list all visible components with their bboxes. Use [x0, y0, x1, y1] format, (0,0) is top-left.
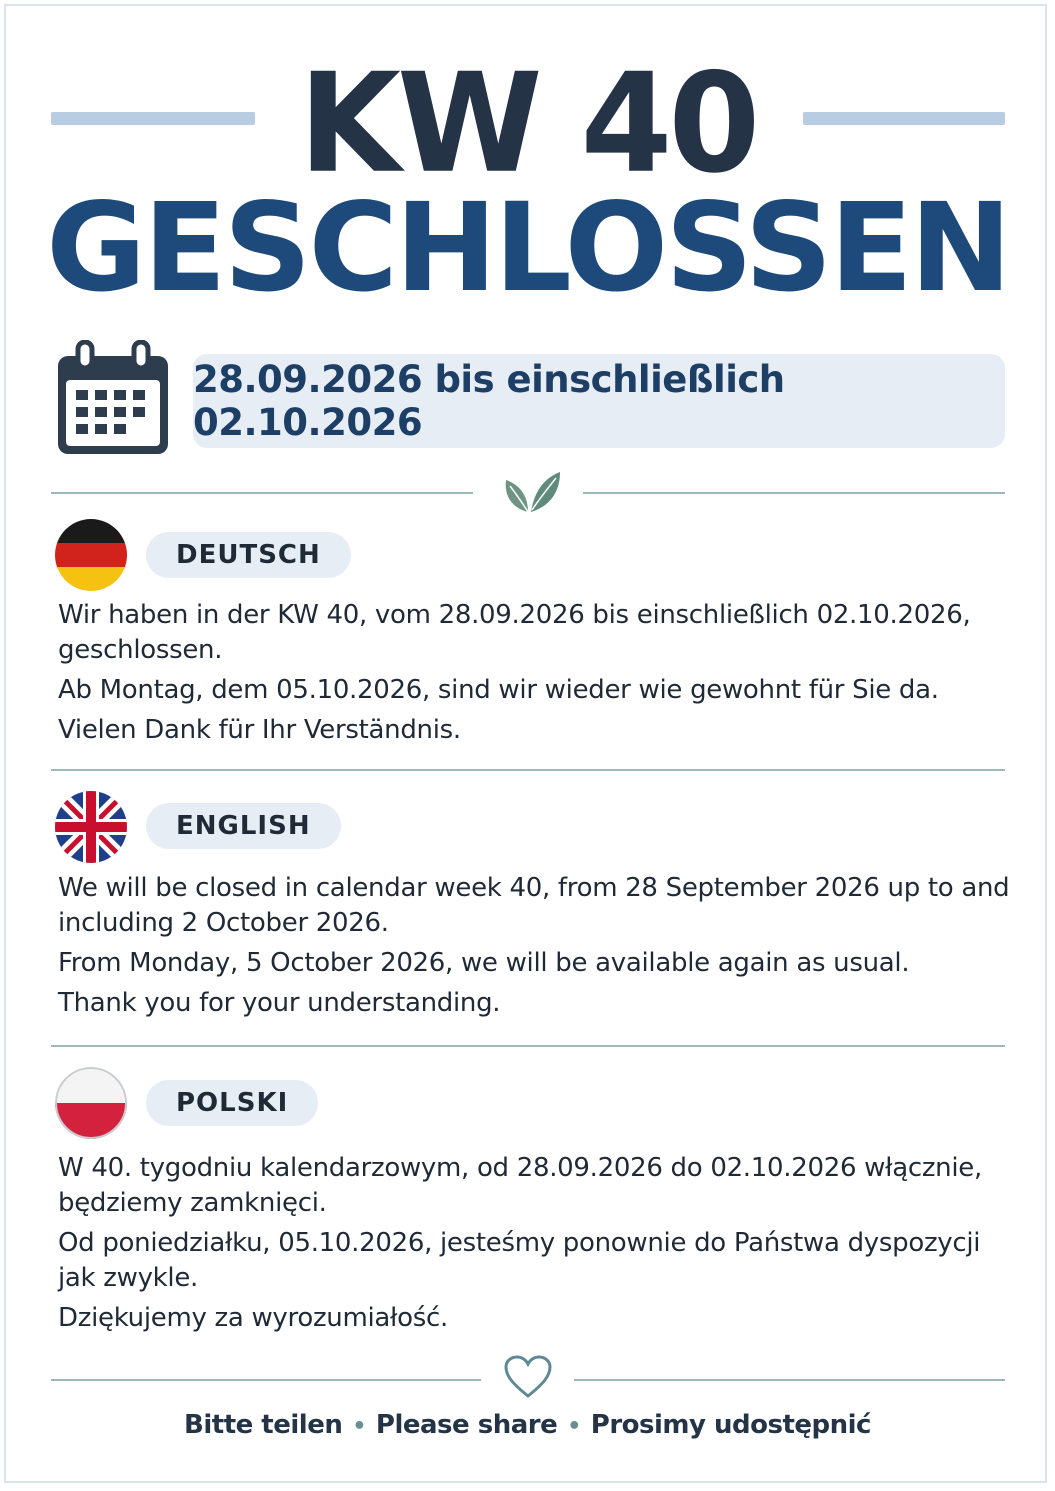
- leaf-icon: [498, 468, 564, 516]
- calendar-icon: [54, 340, 172, 458]
- share-pl: Prosimy udostępnić: [590, 1410, 871, 1440]
- body-english: [58, 871, 1018, 1026]
- footer-share: [0, 1410, 1055, 1440]
- paragraph: Dziękujemy za wyrozumiałość.: [58, 1303, 448, 1333]
- paragraph: Wir haben in der KW 40, vom 28.09.2026 bis einschließlich 02.10.2026, geschlossen.: [58, 600, 971, 665]
- share-en: Please share: [375, 1410, 558, 1440]
- paragraph: Od poniedziałku, 05.10.2026, jesteśmy ponownie do Państwa dyspozycji jak zwykle.: [58, 1228, 981, 1293]
- paragraph: We will be closed in calendar week 40, from 28 September 2026 up to and including 2 October 2026.: [58, 873, 1010, 938]
- lang-label-deutsch: DEUTSCH: [146, 532, 351, 578]
- paragraph: Ab Montag, dem 05.10.2026, sind wir wieder wie gewohnt für Sie da.: [58, 675, 939, 705]
- title-block: [0, 38, 1055, 205]
- lang-label-english: ENGLISH: [146, 803, 341, 849]
- body-deutsch: [58, 598, 1018, 753]
- section-divider: [51, 769, 1005, 771]
- share-de: Bitte teilen: [184, 1410, 343, 1440]
- germany-flag-icon: [55, 519, 127, 591]
- paragraph: From Monday, 5 October 2026, we will be available again as usual.: [58, 948, 910, 978]
- divider-left: [51, 492, 473, 494]
- section-divider: [51, 1045, 1005, 1047]
- poland-flag-icon: [55, 1067, 127, 1139]
- paragraph: Vielen Dank für Ihr Verständnis.: [58, 715, 461, 745]
- heart-icon: [503, 1354, 553, 1400]
- title-week: KW 40: [298, 43, 757, 205]
- title-closed: GESCHLOSSEN: [46, 177, 1009, 319]
- separator-dot: •: [567, 1414, 581, 1439]
- body-polski: [58, 1151, 1018, 1341]
- date-range-pill: 28.09.2026 bis einschließlich 02.10.2026: [193, 354, 1005, 448]
- paragraph: W 40. tygodniu kalendarzowym, od 28.09.2026 do 02.10.2026 włącznie, będziemy zamknięci.: [58, 1153, 982, 1218]
- paragraph: Thank you for your understanding.: [58, 988, 501, 1018]
- divider-right: [583, 492, 1005, 494]
- footer-divider-right: [574, 1379, 1005, 1381]
- footer-divider-left: [51, 1379, 481, 1381]
- lang-label-polski: POLSKI: [146, 1080, 318, 1126]
- separator-dot: •: [352, 1414, 366, 1439]
- uk-flag-icon: [55, 791, 127, 863]
